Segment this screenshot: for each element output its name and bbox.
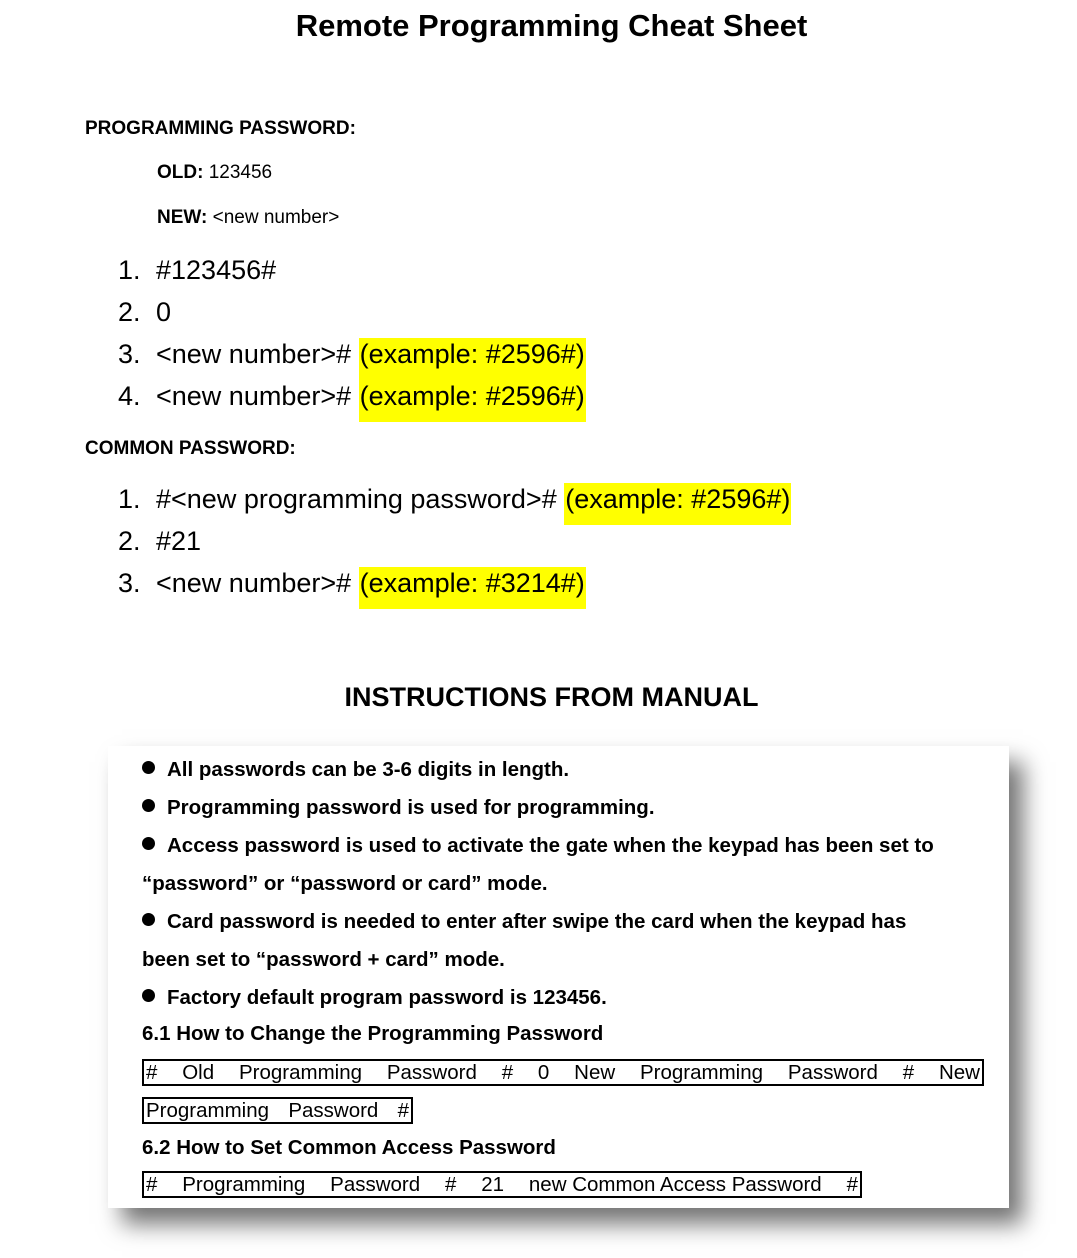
command-box-6-1-line2 bbox=[142, 1097, 413, 1124]
bullet-text: Card password is needed to enter after swipe the card when the keypad has bbox=[167, 910, 907, 933]
box-token: # bbox=[902, 1060, 915, 1084]
step-number: 4. bbox=[118, 381, 141, 411]
box-token: Programming bbox=[146, 1098, 270, 1122]
command-box-6-1-line1 bbox=[142, 1059, 984, 1086]
box-token: Programming bbox=[238, 1060, 363, 1084]
step-number: 2. bbox=[118, 297, 141, 327]
programming-password-label: PROGRAMMING PASSWORD: bbox=[85, 118, 356, 139]
example-highlight: (example: #3214#) bbox=[359, 567, 586, 609]
box-token: 0 bbox=[537, 1060, 550, 1084]
step-number: 1. bbox=[118, 255, 141, 285]
box-token: Programming bbox=[640, 1060, 764, 1084]
step-number: 3. bbox=[118, 339, 141, 369]
old-label: OLD: bbox=[157, 162, 204, 183]
old-value: 123456 bbox=[208, 162, 273, 183]
box-token: # bbox=[501, 1060, 514, 1084]
new-value: <new number> bbox=[212, 207, 340, 228]
box-token: Programming bbox=[182, 1172, 306, 1196]
step-text: <new number># bbox=[156, 381, 352, 411]
bullet-dot-icon bbox=[142, 913, 155, 926]
box-token: New bbox=[574, 1060, 616, 1084]
bullet-dot-icon bbox=[142, 837, 155, 850]
list-item bbox=[118, 296, 586, 338]
step-text: #21 bbox=[156, 526, 202, 556]
box-token: New bbox=[938, 1060, 980, 1084]
command-box-6-2 bbox=[142, 1171, 862, 1198]
manual-bullet bbox=[142, 796, 655, 820]
box-token: Password bbox=[386, 1060, 477, 1084]
step-number: 1. bbox=[118, 484, 141, 514]
bullet-dot-icon bbox=[142, 761, 155, 774]
step-text: 0 bbox=[156, 297, 172, 327]
step-number: 2. bbox=[118, 526, 141, 556]
step-text: #123456# bbox=[156, 255, 277, 285]
box-token: 21 bbox=[481, 1172, 505, 1196]
bullet-text: Programming password is used for programming. bbox=[167, 796, 655, 819]
common-steps-list bbox=[118, 483, 791, 609]
old-password-line bbox=[157, 162, 272, 184]
bullet-dot-icon bbox=[142, 799, 155, 812]
box-token: Password bbox=[787, 1060, 878, 1084]
list-item bbox=[118, 525, 791, 567]
manual-bullet bbox=[142, 758, 569, 782]
box-token: new Common Access Password bbox=[528, 1172, 822, 1196]
box-token: # bbox=[846, 1172, 858, 1196]
bullet-text: All passwords can be 3-6 digits in length. bbox=[167, 758, 570, 781]
manual-bullet bbox=[142, 910, 906, 934]
list-item bbox=[118, 338, 586, 380]
bullet-text: Factory default program password is 123456. bbox=[167, 986, 607, 1009]
common-password-label: COMMON PASSWORD: bbox=[85, 438, 296, 459]
example-highlight: (example: #2596#) bbox=[359, 380, 586, 422]
box-token: Old bbox=[182, 1060, 215, 1084]
box-token: Password bbox=[330, 1172, 421, 1196]
new-label: NEW: bbox=[157, 207, 208, 228]
example-highlight: (example: #2596#) bbox=[359, 338, 586, 380]
programming-steps-list bbox=[118, 254, 586, 422]
manual-bullet bbox=[142, 986, 607, 1010]
step-text: <new number># bbox=[156, 568, 352, 598]
manual-screenshot bbox=[108, 746, 1009, 1208]
step-text: <new number># bbox=[156, 339, 352, 369]
list-item bbox=[118, 483, 791, 525]
list-item bbox=[118, 254, 586, 296]
box-token: # bbox=[445, 1172, 457, 1196]
box-token: Password bbox=[288, 1098, 379, 1122]
list-item bbox=[118, 380, 586, 422]
box-token: # bbox=[146, 1060, 158, 1084]
list-item bbox=[118, 567, 791, 609]
example-highlight: (example: #2596#) bbox=[564, 483, 791, 525]
manual-continuation: “password” or “password or card” mode. bbox=[142, 872, 548, 895]
manual-heading: INSTRUCTIONS FROM MANUAL bbox=[344, 682, 759, 712]
section-6-2-title: 6.2 How to Set Common Access Password bbox=[142, 1136, 556, 1159]
manual-bullet bbox=[142, 834, 980, 858]
bullet-text: Access password is used to activate the gate when the keypad has been set to bbox=[167, 834, 934, 857]
section-6-1-title: 6.1 How to Change the Programming Password bbox=[142, 1022, 604, 1045]
bullet-dot-icon bbox=[142, 989, 155, 1002]
step-number: 3. bbox=[118, 568, 141, 598]
box-token: # bbox=[146, 1172, 158, 1196]
box-token: # bbox=[397, 1098, 409, 1122]
page-title: Remote Programming Cheat Sheet bbox=[295, 8, 808, 43]
manual-continuation: been set to “password + card” mode. bbox=[142, 948, 505, 971]
step-text: #<new programming password># bbox=[156, 484, 557, 514]
new-password-line bbox=[157, 207, 339, 229]
